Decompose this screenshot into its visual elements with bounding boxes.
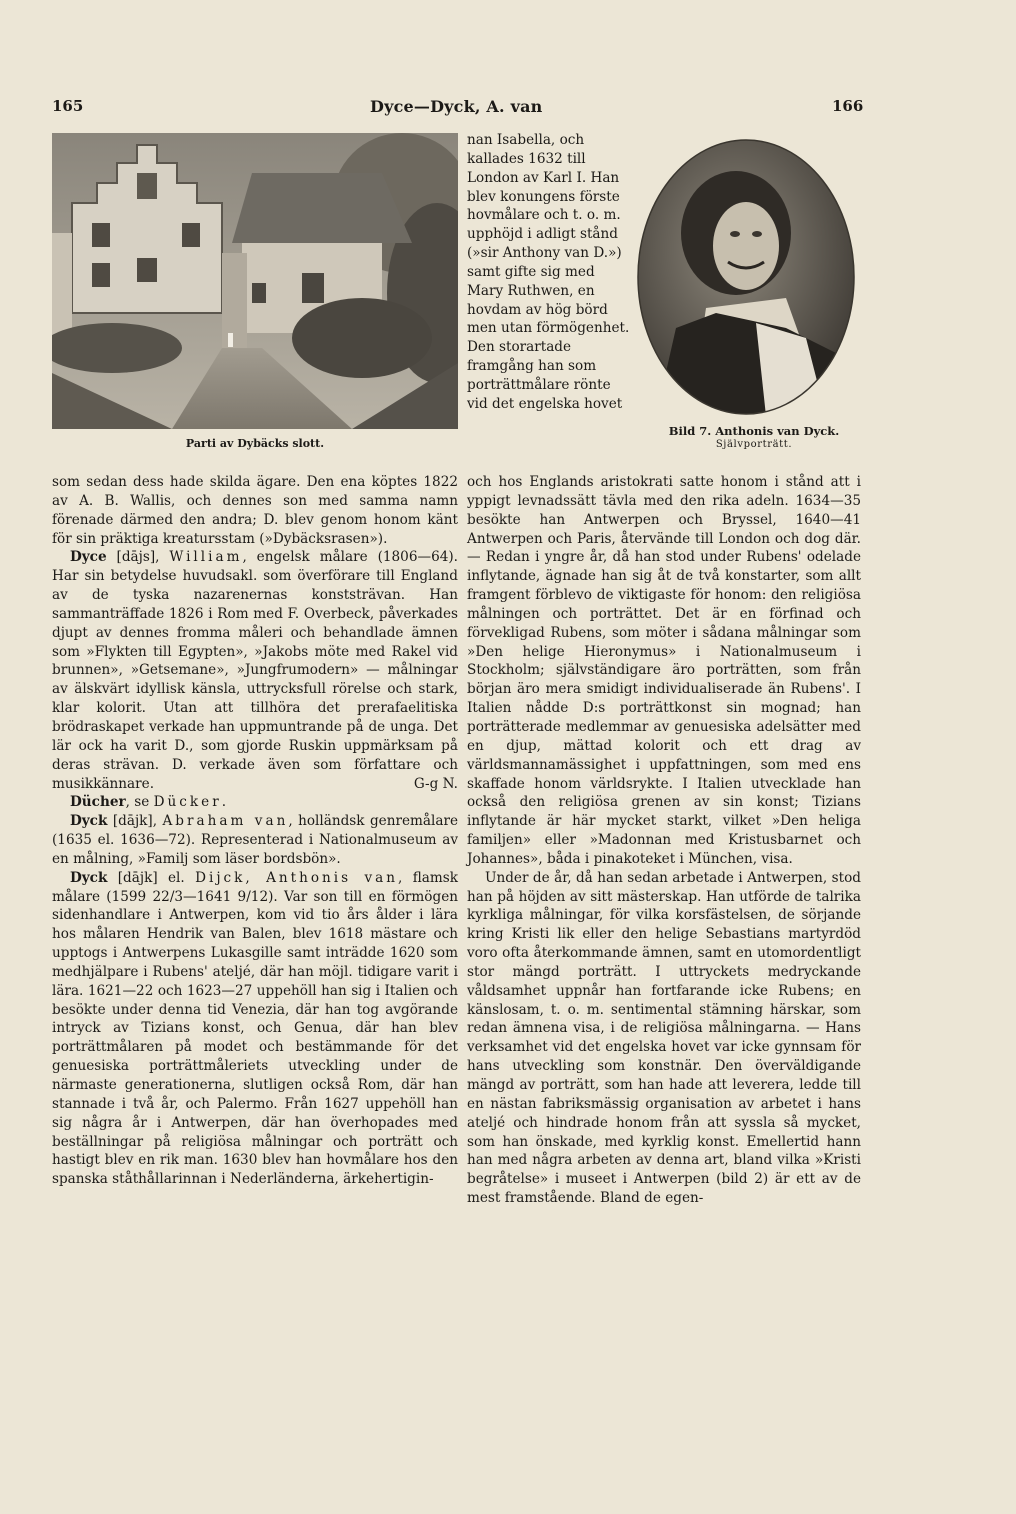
running-title: Dyce—Dyck, A. van	[370, 97, 543, 116]
column-right-top	[467, 131, 630, 414]
portrait-image	[636, 138, 856, 416]
entry-end: .	[221, 794, 227, 811]
entry-body: , holländsk genremålare (1635 el. 1636—72). Representerad i Nationalmuseum av en målning, »Familj som läser bordsbön».	[52, 813, 458, 867]
entry-headword: Dücher	[70, 794, 126, 811]
entry-body: , engelsk målare (1806—64). Har sin betydelse huvudsakl. som överförare till England av de tyska nazarenernas konststrävan. Han sammanträffade 1826 i Rom med F. Overbeck, påverkades djupt av dennes fromma måleri och behandlade ämnen som »Flykten till Egypten», »Jakobs möte med Rakel vid brunnen», »Getsemane», »Jungfrumodern» — målningar av älskvärt idyllisk känsla, uttrycksfull rörelse och stark, klar kolorit. Utan att tillhöra det prerafaelitiska brödraskapet verkade han uppmuntrande på de unga. Det lär ock ha varit D., som gjorde Ruskin uppmärksam på deras strävan. D. verkade även som författare och musikkännare.	[52, 549, 458, 792]
paragraph-dybacks-continuation: som sedan dess hade skilda ägare. Den ena köptes 1822 av A. B. Wallis, och dennes son med samma namn förenade därmed den andra; D. blev genom honom känt för sin präktiga kreatursstam (»Dybäcksrasen»).	[52, 474, 458, 547]
entry-body: , flamsk målare (1599 22/3—1641 9/12). Var son till en förmögen sidenhandlare i Antwerpen, kom vid tio års ålder i lära hos målaren Hendrik van Balen, blev 1618 mästare och upptogs i Antwerpens Lukasgille samt inträdde 1620 som medhjälpare i Rubens' ateljé, där han möjl. tidigare varit i lära. 1621—22 och 1623—27 uppehöll han sig i Italien och besökte under denna tid Venezia, där han tog avgörande intryck av Tizians konst, och Genua, där han blev porträttmålaren på modet och bestämmande för det genuesiska porträttmåleriets utveckling under de närmaste generationerna, slutligen också Rom, där han stannade i två år, och Palermo. Från 1627 uppehöll han sig några år i Antwerpen, där han överhopades med beställningar på religiösa målningar och porträtt och hastigt blev en rik man. 1630 blev han hovmålare hos den spanska ståthållarinnan i Nederländerna, ärkehertigin-	[52, 869, 459, 1188]
entry-body: , se	[125, 794, 154, 811]
paragraph-career: och hos Englands aristokrati satte honom i stånd att i yppigt levnadssätt tävla med den rika adeln. 1634—35 besökte han Antwerpen och Bryssel, 1640—41 Antwerpen och Paris, återvände till London och dog där. — Redan i yngre år, då han stod under Rubens' odelade inflytande, ägnade han sig åt de två konstarter, som allt framgent förblevo de viktigaste för honom: den religiösa målningen och porträttet. Det är en förfinad och förvekligad Rubens, som möter i sådana målningar som »Den helige Hieronymus» i Nationalmuseum i Stockholm; självständigare äro porträtten, som från början äro mera smidigt individualiserade än Rubens'. I Italien nådde D:s porträttkonst sin mognad; han porträtterade medlemmar av genuesiska adelsätter med en djup, mättad kolorit och ett drag av världsmannamässighet i uppfattningen, som med ens skaffade honom världsrykte. I Italien utvecklade han också den religiösa grenen av sin konst; Tizians inflytande är här mycket starkt, vilket »Den heliga familjen» eller »Madonnan med Kristusbarnet och Johannes», båda i pinakoteket i München, visa.	[467, 474, 861, 867]
self-portrait-illustration	[636, 138, 856, 416]
portrait-caption	[646, 424, 862, 452]
cross-reference: Dücker	[153, 794, 222, 811]
paragraph-continuation: nan Isabella, och kallades 1632 till London av Karl I. Han blev konungens förste hovmålare och t. o. m. upphöjd i adligt stånd (»sir Anthony van D.») samt gifte sig med Mary Ruthwen, en hovdam av hög börd men utan förmögenhet. Den storartade framgång han som porträttmålare rönte vid det engelska hovet	[467, 132, 630, 412]
column-right	[467, 473, 861, 1208]
portrait-caption-subtitle: Självporträtt.	[715, 439, 793, 450]
castle-illustration	[52, 133, 458, 429]
entry-name: William	[169, 549, 243, 566]
author-signature: G-g N.	[413, 775, 458, 792]
entry-headword: Dyck	[70, 813, 108, 830]
page-number-right: 166	[832, 97, 864, 115]
page-number-left: 165	[52, 97, 84, 115]
entry-name: Abraham van	[162, 813, 289, 830]
column-left	[52, 473, 458, 1189]
entry-name: Dijck, Anthonis van	[195, 869, 399, 886]
entry-ducher	[52, 793, 458, 812]
entry-dyck-abraham	[52, 812, 458, 869]
pronunciation: [dājk],	[107, 813, 163, 830]
castle-photo-caption: Parti av Dybäcks slott.	[185, 437, 325, 450]
pronunciation: [dājs],	[106, 549, 170, 566]
entry-dyck-anthonis	[52, 869, 458, 1189]
entry-headword: Dyck	[70, 869, 108, 886]
castle-photo	[52, 133, 458, 429]
entry-headword: Dyce	[70, 549, 107, 566]
entry-dyce-william	[52, 548, 458, 793]
paragraph-antwerp: Under de år, då han sedan arbetade i Antwerpen, stod han på höjden av sitt mästerskap. Han utförde de talrika kyrkliga målningar, för vilka korsfästelsen, de sörjande kring Kristi lik eller den helige Sebastians martyrdöd voro ofta återkommande ämnen, samt en utomordentligt stor mängd porträtt. I uttryckets medryckande våldsamhet uppnår han fortfarande icke Rubens; en känslosam, t. o. m. sentimental stämning härskar, som redan ämnena visa, i de religiösa målningarna. — Hans verksamhet vid det engelska hovet var icke gynnsam för hans utveckling som konstnär. Den överväldigande mängd av porträtt, som han hade att leverera, ledde till en nästan fabriksmässig organisation av arbetet i hans ateljé och hindrade honom från att syssla så mycket, som han önskade, med kyrklig konst. Emellertid hann han med några arbeten av denna art, bland vilka »Kristi begråtelse» i museet i Antwerpen (bild 2) är ett av de mest framstående. Bland de egen-	[467, 869, 861, 1207]
pronunciation: [dājk] el.	[107, 869, 196, 886]
portrait-caption-title: Bild 7. Anthonis van Dyck.	[668, 424, 840, 438]
